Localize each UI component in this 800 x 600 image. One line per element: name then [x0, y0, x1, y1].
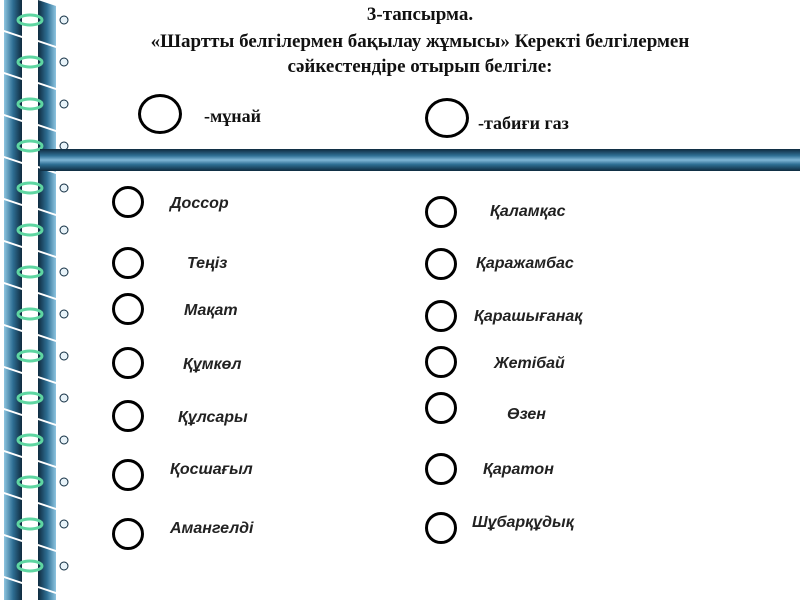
task-instruction: сәйкестендіре отырып белгіле: [287, 56, 553, 77]
oil-legend-circle [138, 94, 182, 134]
binding-hole [60, 310, 68, 318]
answer-circle[interactable] [425, 196, 457, 228]
field-name: Құлсары [178, 409, 248, 426]
answer-circle[interactable] [425, 512, 457, 544]
binding-ribbon [4, 452, 22, 498]
binding-hole [60, 268, 68, 276]
binding-ribbon [4, 242, 22, 288]
answer-circle[interactable] [112, 459, 144, 491]
gas-legend-circle [425, 98, 469, 138]
answer-circle[interactable] [425, 453, 457, 485]
binding-hole [60, 394, 68, 402]
binding-ribbon [4, 158, 22, 204]
answer-circle[interactable] [112, 247, 144, 279]
binding-ribbon [4, 494, 22, 540]
spiral-binding-decoration [0, 0, 90, 600]
binding-hole [60, 16, 68, 24]
divider-bar [40, 149, 800, 171]
binding-hole [60, 226, 68, 234]
binding-hole [60, 58, 68, 66]
binding-hole [60, 478, 68, 486]
binding-hole [60, 436, 68, 444]
answer-circle[interactable] [112, 518, 144, 550]
field-name: Шұбарқұдық [472, 514, 574, 531]
field-name: Мақат [184, 302, 238, 319]
answer-circle[interactable] [112, 347, 144, 379]
answer-circle[interactable] [112, 293, 144, 325]
field-name: Қарашығанақ [474, 308, 583, 325]
binding-ribbon [4, 326, 22, 372]
binding-ribbon [4, 32, 22, 78]
binding-ribbon [4, 284, 22, 330]
field-name: Жетібай [494, 355, 565, 372]
answer-circle[interactable] [112, 186, 144, 218]
field-name: Өзен [507, 406, 546, 423]
field-name: Қаражамбас [476, 255, 574, 272]
field-name: Қаламқас [490, 203, 566, 220]
answer-circle[interactable] [425, 392, 457, 424]
field-name: Теңіз [187, 255, 228, 272]
binding-ribbon [4, 74, 22, 120]
answer-circle[interactable] [425, 248, 457, 280]
binding-ribbon [4, 368, 22, 414]
binding-hole [60, 184, 68, 192]
binding-ribbon [4, 536, 22, 582]
binding-ribbon [4, 578, 22, 600]
binding-hole [60, 562, 68, 570]
binding-hole [60, 100, 68, 108]
field-name: Доссор [170, 195, 229, 212]
oil-legend-label: -мұнай [204, 106, 261, 126]
answer-circle[interactable] [112, 400, 144, 432]
field-name: Қосшағыл [170, 461, 253, 478]
task-number: 3-тапсырма. [366, 4, 474, 25]
answer-circle[interactable] [425, 300, 457, 332]
binding-ribbon [4, 200, 22, 246]
binding-hole [60, 352, 68, 360]
binding-ribbon [4, 410, 22, 456]
gas-legend-label: -табиғи газ [478, 113, 569, 133]
answer-circle[interactable] [425, 346, 457, 378]
field-name: Құмкөл [183, 356, 242, 373]
binding-ribbon [4, 116, 22, 162]
field-name: Қаратон [483, 461, 554, 478]
task-title: «Шартты белгілермен бақылау жұмысы» Керекті белгілермен [150, 31, 690, 52]
field-name: Амангелді [170, 520, 254, 537]
binding-hole [60, 520, 68, 528]
